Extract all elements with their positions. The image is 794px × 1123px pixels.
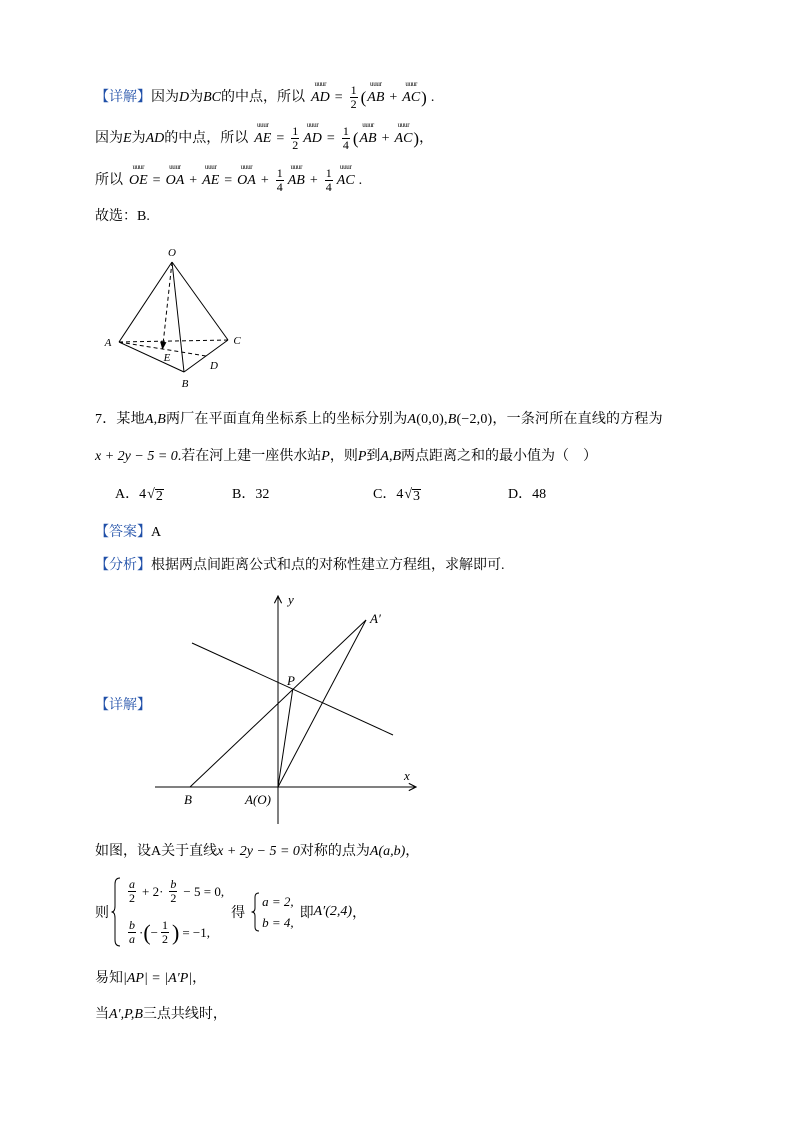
- equal-distance-line: [95, 969, 206, 989]
- vector-letters: AB: [287, 172, 305, 188]
- vector-ad: [303, 120, 322, 149]
- vector-oe: [129, 162, 148, 191]
- edge-oa: [119, 262, 172, 342]
- point-expression: A(a,b): [369, 844, 406, 859]
- point-label: P: [357, 449, 367, 464]
- fraction: [342, 125, 350, 152]
- vertex-label-o: O: [168, 247, 176, 259]
- denominator: 4: [276, 180, 283, 194]
- x-axis-label: x: [404, 768, 410, 783]
- denominator: 2: [162, 932, 169, 946]
- y-axis-label: y: [288, 592, 294, 607]
- text-segment: 某地: [116, 412, 145, 427]
- option-coefficient: 4: [396, 487, 404, 502]
- vector-letters: AD: [311, 89, 330, 105]
- edge-ob: [172, 262, 184, 372]
- equation-tail: = −1,: [182, 924, 211, 940]
- text-segment: ，一条河所在直线的方程为: [492, 412, 663, 427]
- tetrahedron-figure: [95, 240, 255, 395]
- fraction: [161, 919, 169, 946]
- fraction: [128, 919, 136, 946]
- text-segment: 对称的点为: [299, 844, 370, 859]
- detail-tag: 【详解】: [95, 89, 151, 105]
- detail-line-midpoint-d: [95, 79, 435, 111]
- brace-shape: [252, 893, 260, 931]
- vector-letters: AC: [394, 130, 413, 146]
- edge-bc: [184, 340, 228, 372]
- left-paren: (: [352, 128, 359, 148]
- vector-ad: [311, 79, 330, 108]
- vector-letters: AB: [359, 130, 377, 146]
- vector-letters: AB: [367, 89, 385, 105]
- radicand: 2: [155, 488, 163, 504]
- line-origin-to-a-prime: [278, 620, 366, 787]
- vertex-label-b: B: [181, 378, 189, 390]
- numerator: 1: [162, 918, 169, 932]
- edge-oc: [172, 262, 228, 340]
- segment-label: AD: [145, 130, 165, 146]
- segment-label: BC: [203, 89, 222, 105]
- fraction: [325, 167, 333, 194]
- text-segment: 所以: [95, 172, 123, 188]
- equation-pair: [125, 878, 227, 946]
- detail-tag: 【详解】: [95, 698, 151, 713]
- point-label: A: [407, 412, 417, 427]
- option-value: 48: [532, 487, 547, 502]
- detail-tag-line: [95, 696, 151, 716]
- vector-letters: OA: [165, 172, 185, 188]
- option-c: [373, 485, 421, 505]
- right-paren: ): [172, 919, 180, 945]
- left-paren: (: [143, 919, 151, 945]
- denominator: 4: [342, 138, 349, 152]
- line-end-punct: ，: [192, 971, 207, 986]
- text-segment: 三点共线时，: [142, 1007, 227, 1022]
- vector-overmark: uuur: [204, 162, 217, 171]
- conclusion-line: [95, 207, 150, 227]
- answer-line: [95, 523, 161, 543]
- solution-a: a = 2,: [262, 894, 294, 909]
- text-segment: 两厂在平面直角坐标系上的坐标分别为: [166, 412, 408, 427]
- numerator: b: [129, 918, 135, 932]
- fraction: [291, 125, 299, 152]
- plus-sign: +: [381, 130, 390, 146]
- point-label: B: [447, 412, 457, 427]
- plus-sign: +: [309, 172, 318, 188]
- radicand: 3: [413, 488, 421, 504]
- fraction: [350, 84, 358, 111]
- minus-sign: −: [150, 924, 159, 940]
- text-segment: 的中点，所以: [221, 89, 306, 105]
- ie-word: 即: [299, 906, 314, 921]
- vertex-label-a: A: [104, 337, 112, 349]
- line-end-punct: .: [430, 89, 435, 105]
- equals-sign: =: [276, 130, 285, 146]
- coordinate-graph: [150, 588, 420, 828]
- line-equation: x + 2y − 5 = 0: [217, 844, 300, 859]
- vector-letters: OA: [237, 172, 256, 188]
- coordinate-value: (0,0): [416, 412, 445, 427]
- vector-overmark: uuur: [290, 162, 303, 171]
- fraction: [128, 878, 136, 905]
- dot-operator: ·: [139, 924, 144, 940]
- vector-overmark: uuur: [314, 79, 327, 88]
- vector-overmark: uuur: [362, 120, 374, 129]
- line-equation: x + 2y − 5 = 0: [95, 449, 178, 464]
- denominator: 2: [292, 138, 299, 152]
- point-expression: A′(2,4): [313, 904, 353, 919]
- text-segment: 为: [131, 130, 146, 146]
- numerator: 1: [276, 166, 283, 180]
- text-segment: ，则: [329, 449, 358, 464]
- left-brace-large: [111, 877, 121, 947]
- vector-letters: AD: [303, 130, 322, 146]
- get-word: 得: [231, 906, 246, 921]
- text-segment: 当: [95, 1007, 109, 1022]
- vector-overmark: uuur: [405, 79, 418, 88]
- vector-overmark: uuur: [256, 120, 269, 129]
- brace-shape: [112, 878, 121, 946]
- text-segment: 的中点，所以: [164, 130, 249, 146]
- denominator: 2: [129, 891, 135, 905]
- vector-ab: [359, 120, 377, 149]
- vector-overmark: uuur: [169, 162, 181, 171]
- option-label: A．: [115, 487, 140, 502]
- math-points: A,B: [144, 412, 167, 427]
- answer-tag: 【答案】: [95, 525, 151, 540]
- line-end-punct: ，: [419, 130, 434, 146]
- equals-sign: =: [152, 172, 161, 188]
- denominator: 4: [325, 180, 332, 194]
- option-coefficient: 4: [139, 487, 147, 502]
- option-label: D．: [508, 487, 533, 502]
- point-label: P: [321, 449, 330, 464]
- river-line: [192, 643, 393, 735]
- option-a: [115, 485, 164, 505]
- origin-label: A(O): [245, 792, 271, 807]
- vector-letters: AC: [402, 89, 421, 105]
- denominator: 2: [350, 97, 357, 111]
- option-label: C．: [373, 487, 397, 502]
- detail-line-vector-oe: [95, 162, 363, 194]
- vector-ac: [336, 162, 355, 191]
- equation-tail: − 5 = 0,: [183, 883, 225, 899]
- analysis-tag: 【分析】: [95, 558, 151, 573]
- vector-letters: OE: [129, 172, 148, 188]
- right-paren: ): [413, 128, 420, 148]
- analysis-text: 根据两点间距离公式和点的对称性建立方程组，求解即可.: [151, 558, 505, 573]
- distance-expression: |AP| = |A′P|: [123, 971, 193, 986]
- text-segment: ，: [405, 844, 420, 859]
- right-paren: ): [421, 87, 427, 107]
- text-segment: 两点距离之和的最小值为（ ）: [401, 449, 598, 464]
- analysis-line: [95, 556, 505, 576]
- question-7-line-1: [95, 410, 663, 430]
- edge-ac-hidden: [119, 340, 228, 342]
- plus-sign: +: [389, 89, 398, 105]
- symmetric-point-line: [95, 842, 419, 862]
- equation-system-block: [95, 877, 366, 947]
- text-segment: 因为: [151, 89, 179, 105]
- vector-overmark: uuur: [397, 120, 410, 129]
- text-segment: 因为: [95, 130, 123, 146]
- fraction: [169, 878, 177, 905]
- numerator: b: [170, 877, 177, 891]
- equals-sign: =: [334, 89, 343, 105]
- vector-overmark: uuur: [369, 79, 382, 88]
- line-end-punct: ，: [352, 906, 367, 921]
- text-segment: 为: [189, 89, 204, 105]
- vector-ac: [402, 79, 421, 108]
- left-brace-small: [251, 892, 260, 932]
- numerator: 1: [342, 124, 349, 138]
- math-points: A′,P,B: [109, 1007, 143, 1022]
- text-segment: 易知: [95, 971, 123, 986]
- option-value: 32: [255, 487, 270, 502]
- vector-ae: [202, 162, 220, 191]
- option-b: [232, 485, 269, 505]
- vertex-label-c: C: [233, 335, 241, 347]
- vector-letters: AE: [202, 172, 220, 188]
- numerator: 1: [325, 166, 332, 180]
- plus-sign: +: [260, 172, 269, 188]
- numerator: 1: [350, 83, 357, 97]
- vector-overmark: uuur: [339, 162, 352, 171]
- text-segment: .若在河上建一座供水站: [177, 449, 322, 464]
- detail-line-midpoint-e: [95, 120, 434, 152]
- equals-sign: =: [224, 172, 233, 188]
- vector-ac: [394, 120, 413, 149]
- radical-sign: √: [147, 487, 155, 502]
- point-label: D: [179, 89, 190, 105]
- vector-letters: AE: [254, 130, 272, 146]
- answer-value: A: [151, 525, 162, 540]
- denominator: a: [129, 932, 135, 946]
- point-label-a-prime: A′: [370, 611, 381, 626]
- vector-overmark: uuur: [132, 162, 145, 171]
- vector-overmark: uuur: [240, 162, 253, 171]
- question-number: 7．: [95, 412, 117, 427]
- question-7-line-2: [95, 447, 597, 467]
- point-label: E: [123, 130, 132, 146]
- numerator: a: [129, 877, 135, 891]
- text-segment: 如图，设A关于直线: [95, 844, 218, 859]
- point-label-b: B: [184, 792, 192, 807]
- vector-ae: [254, 120, 272, 149]
- vector-overmark: uuur: [306, 120, 319, 129]
- coordinate-value: (−2,0): [456, 412, 493, 427]
- option-label: B．: [232, 487, 256, 502]
- math-points: A,B: [380, 449, 402, 464]
- solution-b: b = 4,: [262, 915, 294, 930]
- radical-sign: √: [404, 487, 413, 502]
- left-paren: (: [360, 87, 367, 107]
- conclusion-text: 故选：B.: [95, 209, 150, 224]
- vector-ab: [287, 162, 305, 191]
- equals-sign: =: [326, 130, 335, 146]
- option-d: [508, 485, 546, 505]
- separator: ,: [444, 412, 448, 427]
- numerator: 1: [292, 124, 299, 138]
- denominator: 2: [170, 891, 177, 905]
- solution-pair: [262, 891, 294, 933]
- collinear-line: [95, 1005, 227, 1025]
- fraction: [276, 167, 284, 194]
- point-label-e: E: [163, 352, 171, 364]
- operator-text: + 2·: [142, 883, 164, 899]
- equation-1: [125, 878, 227, 905]
- equation-2: [125, 919, 227, 946]
- line-end-punct: .: [358, 172, 363, 188]
- vector-oa: [165, 162, 185, 191]
- point-label-d: D: [210, 360, 218, 372]
- then-word: 则: [95, 906, 109, 921]
- text-segment: 到: [366, 449, 381, 464]
- plus-sign: +: [189, 172, 198, 188]
- edge-ab: [119, 342, 184, 372]
- vector-ab: [367, 79, 385, 108]
- vector-oa: [237, 162, 256, 191]
- vector-letters: AC: [336, 172, 355, 188]
- point-label-p: P: [287, 673, 295, 688]
